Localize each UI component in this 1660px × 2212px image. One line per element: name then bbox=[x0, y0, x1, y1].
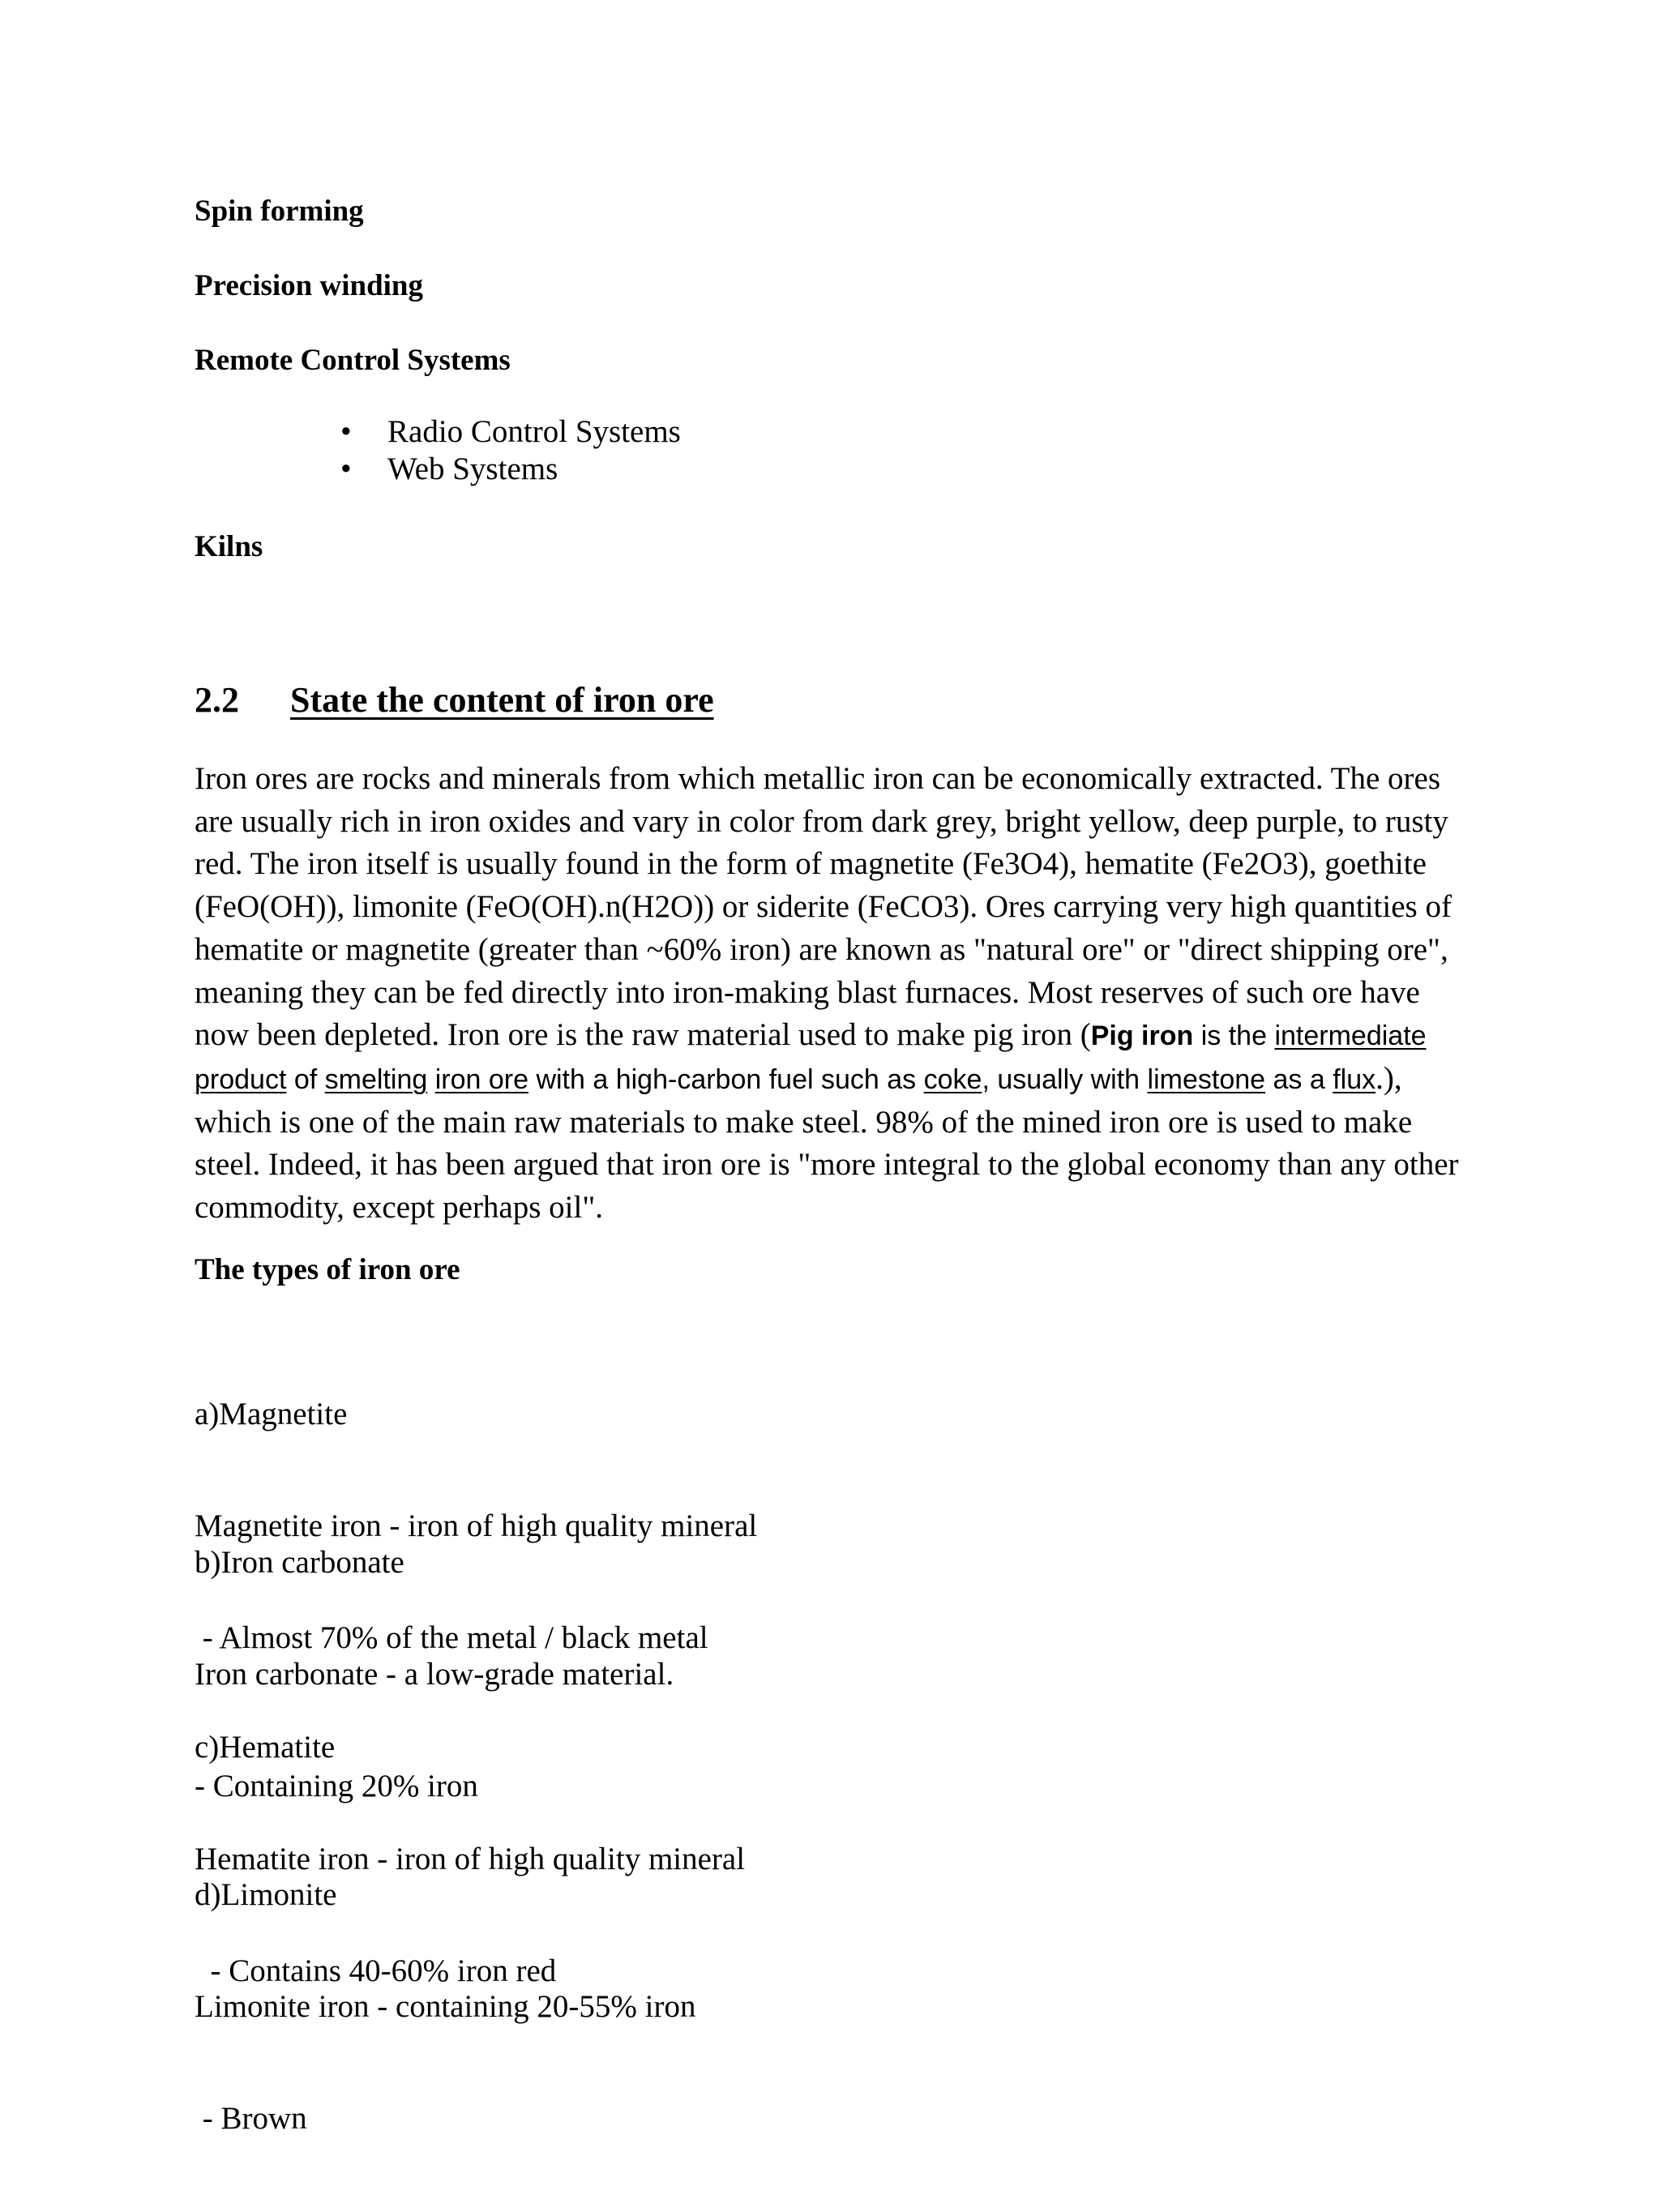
paragraph-text bbox=[427, 1064, 434, 1095]
paragraph-text: , usually with bbox=[982, 1063, 1148, 1095]
ore-description: Magnetite iron - iron of high quality mineral bbox=[195, 1508, 758, 1543]
heading-remote-control-systems: Remote Control Systems bbox=[195, 344, 511, 377]
heading-spin-forming: Spin forming bbox=[195, 195, 364, 228]
list-item-label: Radio Control Systems bbox=[387, 414, 681, 449]
section-heading bbox=[195, 678, 714, 723]
ore-detail: - Brown bbox=[195, 2101, 307, 2136]
list-item bbox=[340, 413, 681, 451]
paragraph-text: Iron ores are rocks and minerals from which metallic iron can be economically extracted. The ores are usually rich in iron oxides and vary in color from dark grey, bright yellow, deep purple, to rusty red. The iron itself is usually found in the form of magnetite (Fe3O4), hematite (Fe2O3), goethite (FeO(OH)), limonite (FeO(OH).n(H2O)) or siderite (FeCO3). Ores carrying very high quantities of hematite or magnetite (greater than ~60% iron) are known as "natural ore" or "direct shipping ore", meaning they can be fed directly into iron-making blast furnaces. Most reserves of such ore have now been depleted. Iron ore is the raw material used to make pig iron ( bbox=[195, 761, 1452, 1053]
pig-iron-term: Pig iron bbox=[1090, 1020, 1194, 1052]
link-flux[interactable]: flux bbox=[1333, 1063, 1376, 1095]
link-limestone[interactable]: limestone bbox=[1147, 1063, 1266, 1095]
list-item-label: Web Systems bbox=[387, 451, 558, 486]
ore-detail: - Almost 70% of the metal / black metal bbox=[195, 1620, 708, 1655]
remote-control-list bbox=[340, 413, 681, 488]
ore-detail: - Contains 40-60% iron red bbox=[195, 1953, 557, 1988]
link-coke[interactable]: coke bbox=[923, 1063, 982, 1095]
ore-title: b)Iron carbonate bbox=[195, 1545, 404, 1580]
types-heading: The types of iron ore bbox=[195, 1253, 460, 1286]
iron-ore-paragraph bbox=[195, 758, 1475, 1230]
section-title: State the content of iron ore bbox=[290, 680, 714, 720]
paragraph-text: with a high-carbon fuel such as bbox=[528, 1063, 924, 1095]
ore-detail: - Containing 20% iron bbox=[195, 1769, 478, 1803]
list-item bbox=[340, 451, 681, 488]
paragraph-text: is the bbox=[1193, 1020, 1275, 1052]
paragraph-text: .), which is one of the main raw materials to make steel. 98% of the mined iron ore is used to make steel. Indeed, it has been argued that iron ore is "more integral to the global economy than any other commodity, except perhaps oil". bbox=[195, 1060, 1459, 1226]
ore-limonite bbox=[195, 1802, 695, 2212]
paragraph-text: of bbox=[286, 1063, 325, 1095]
ore-title: c)Hematite bbox=[195, 1730, 336, 1765]
ore-description: Limonite iron - containing 20-55% iron bbox=[195, 1989, 696, 2024]
bullet-icon: • bbox=[340, 451, 352, 486]
link-intermediate-product[interactable]: intermediate product bbox=[195, 1020, 1427, 1095]
ore-title: d)Limonite bbox=[195, 1877, 337, 1912]
ore-description: Hematite iron - iron of high quality mineral bbox=[195, 1842, 746, 1876]
paragraph-text: as a bbox=[1265, 1063, 1333, 1095]
section-number: 2.2 bbox=[195, 680, 239, 720]
bullet-icon: • bbox=[340, 414, 352, 449]
heading-precision-winding: Precision winding bbox=[195, 269, 423, 302]
ore-description: Iron carbonate - a low-grade material. bbox=[195, 1657, 674, 1692]
ore-title: a)Magnetite bbox=[195, 1397, 348, 1431]
link-iron-ore[interactable]: iron ore bbox=[434, 1063, 528, 1095]
link-smelting[interactable]: smelting bbox=[324, 1063, 428, 1095]
heading-kilns: Kilns bbox=[195, 530, 263, 563]
